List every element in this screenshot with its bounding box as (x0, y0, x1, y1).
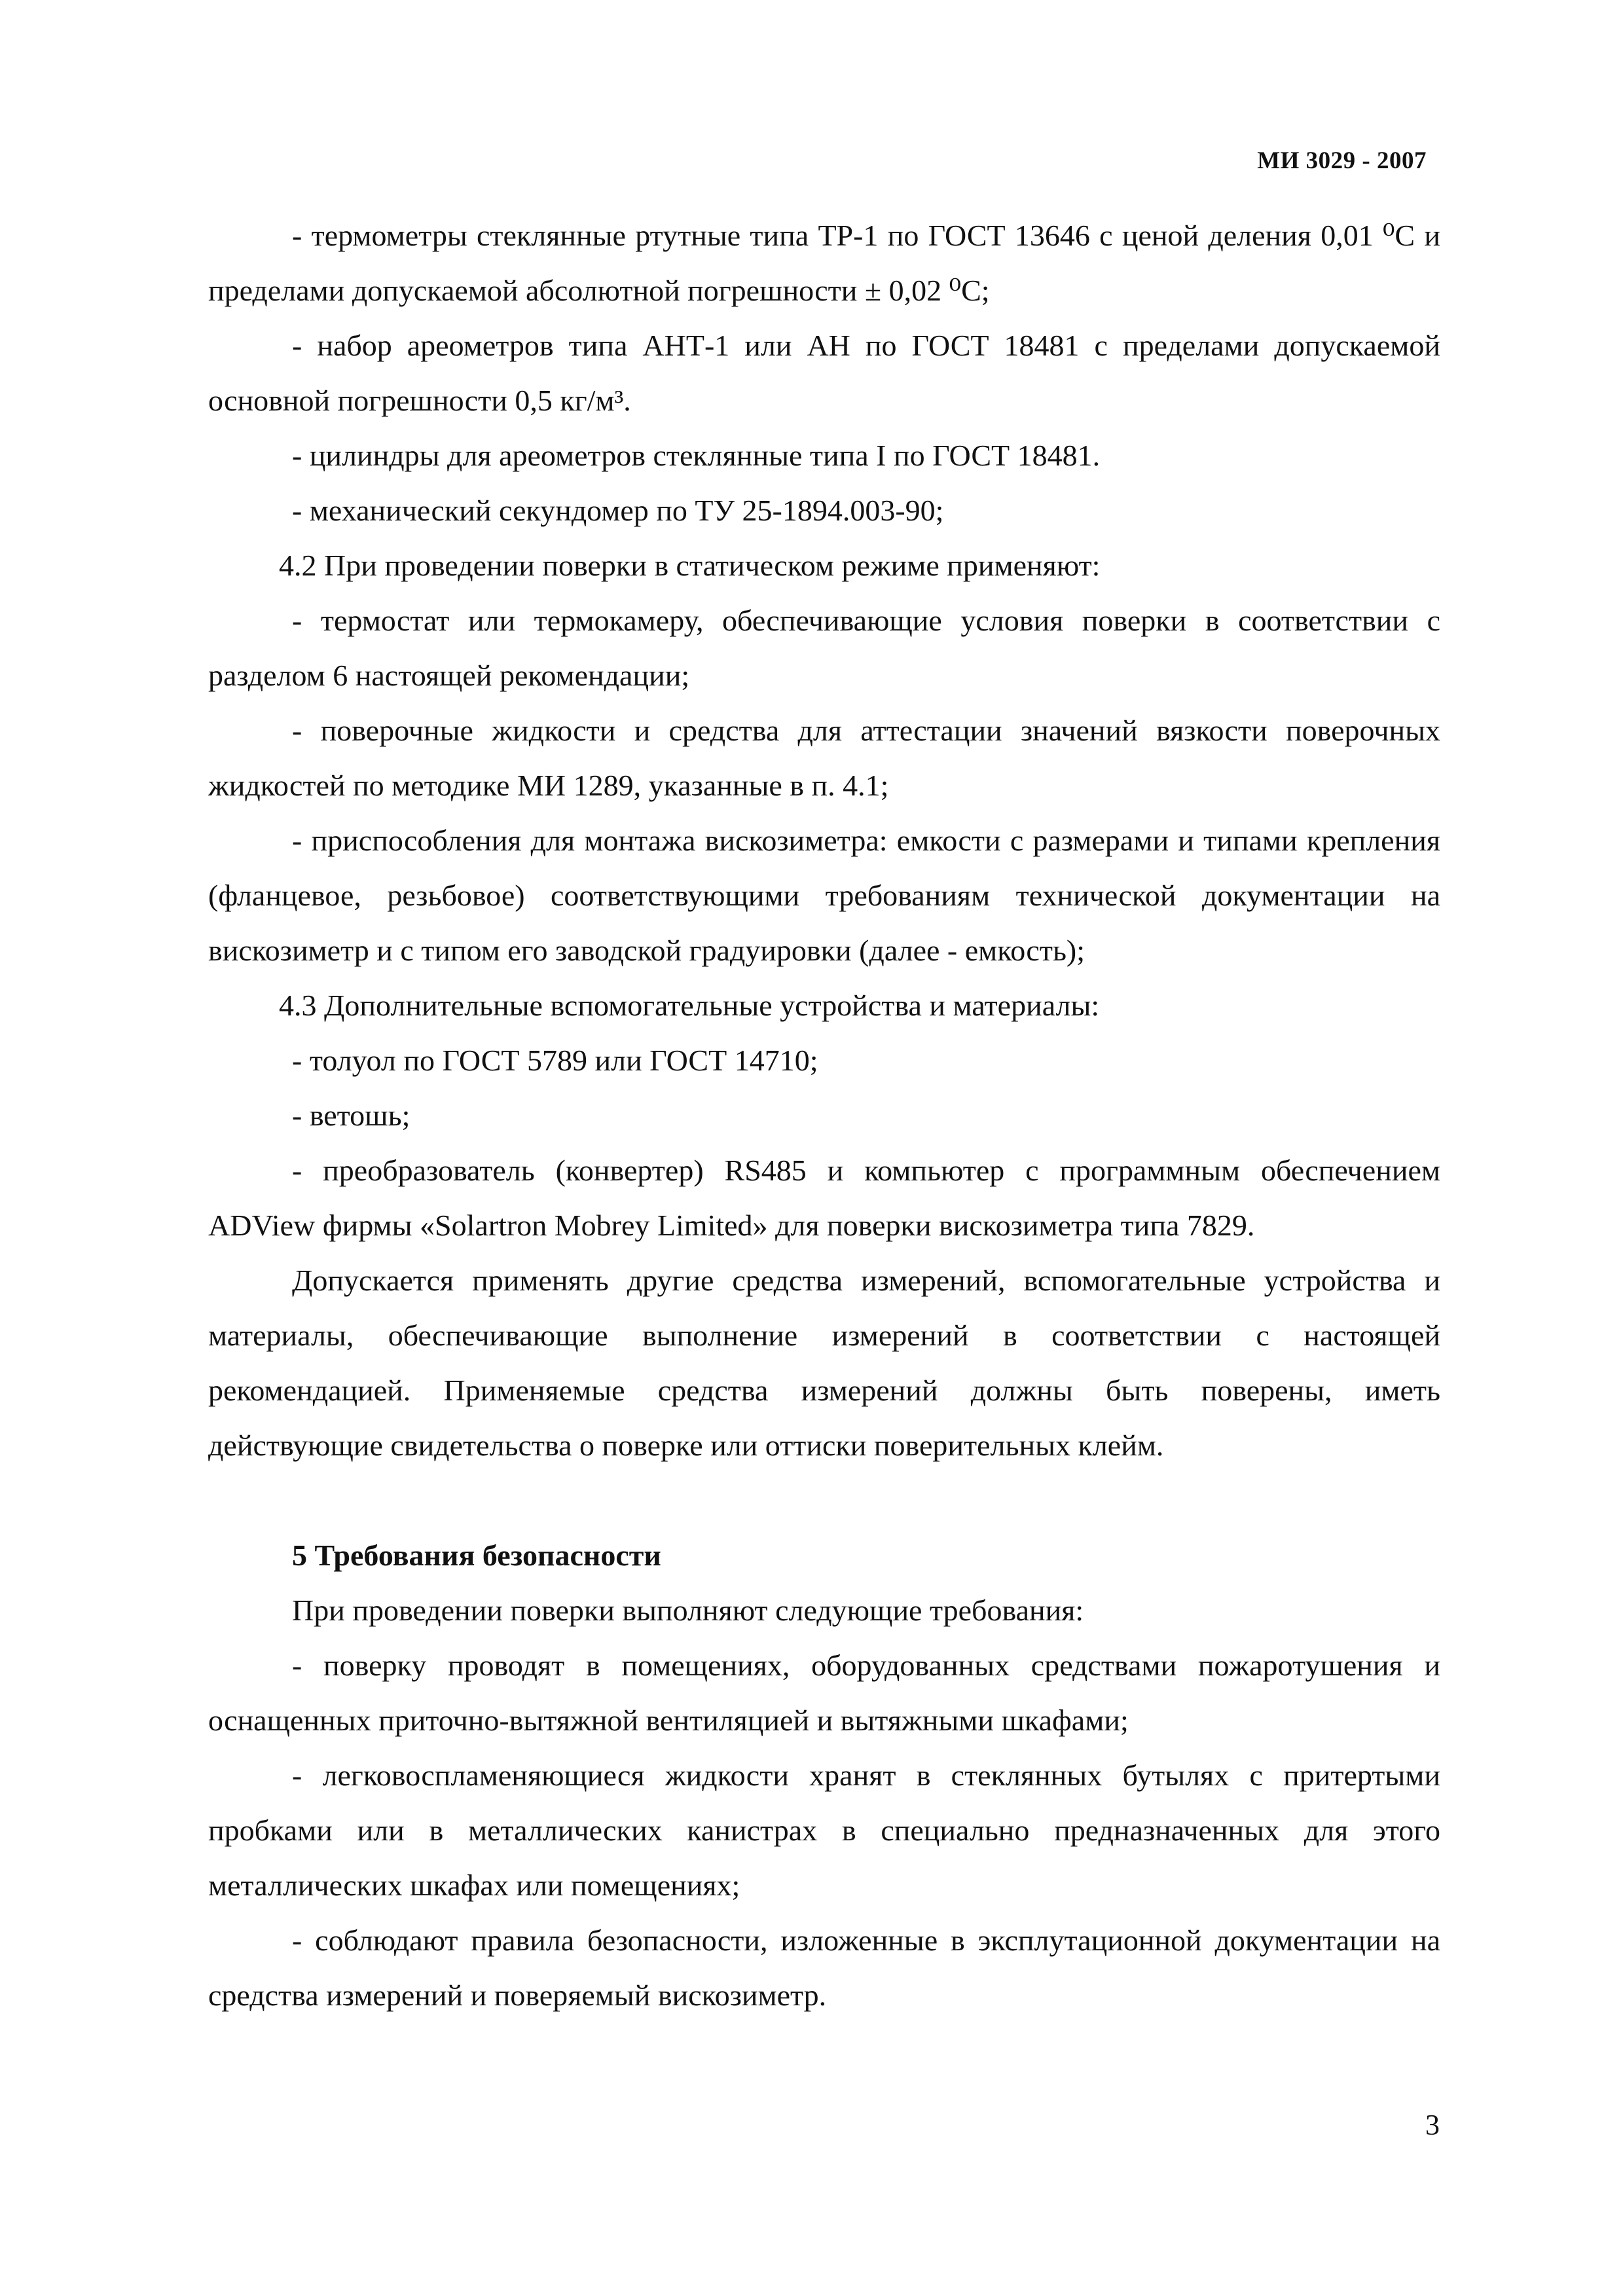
paragraph-converter: - преобразователь (конвертер) RS485 и компьютер с программным обеспечением ADView фирмы «Solartron Mobrey Limited» для поверки вискозиметра типа 7829. (208, 1154, 1440, 1242)
document-body (208, 208, 1440, 2023)
document-code: МИ 3029 - 2007 (1257, 147, 1427, 174)
paragraph-thermostat: - термостат или термокамеру, обеспечивающие условия поверки в соответствии с разделом 6 настоящей рекомендации; (208, 604, 1440, 692)
section-5-rooms: - поверку проводят в помещениях, оборудованных средствами пожаротушения и оснащенных приточно-вытяжной вентиляцией и вытяжными шкафами; (208, 1649, 1440, 1737)
paragraph-calibration-liquids: - поверочные жидкости и средства для аттестации значений вязкости поверочных жидкостей по методике МИ 1289, указанные в п. 4.1; (208, 714, 1440, 802)
paragraph-stopwatch: - механический секундомер по ТУ 25-1894.003-90; (292, 494, 944, 527)
paragraph-mounting-fixtures: - приспособления для монтажа вискозиметра: емкости с размерами и типами крепления (фланцевое, резьбовое) соответствующими требованиям технической документации на вискозиметр и с типом его заводской градуировки (далее - емкость); (208, 824, 1440, 967)
paragraph-thermometers: - термометры стеклянные ртутные типа ТР-1 по ГОСТ 13646 с ценой деления 0,01 ⁰С и пределами допускаемой абсолютной погрешности ± 0,02 ⁰С; (208, 219, 1440, 307)
paragraph-rags: - ветошь; (292, 1099, 410, 1132)
section-5-heading: 5 Требования безопасности (292, 1539, 661, 1572)
paragraph-4-2: 4.2 При проведении поверки в статическом режиме применяют: (279, 549, 1101, 582)
section-5-flammable-liquids: - легковоспламеняющиеся жидкости хранят в стеклянных бутылях с притертыми пробками или в металлических канистрах в специально предназначенных для этого металлических шкафах или помещениях; (208, 1758, 1440, 1902)
paragraph-areometers: - набор ареометров типа АНТ-1 или АН по ГОСТ 18481 с пределами допускаемой основной погрешности 0,5 кг/м³. (208, 329, 1440, 417)
paragraph-4-3: 4.3 Дополнительные вспомогательные устройства и материалы: (279, 989, 1100, 1022)
section-5-safety-rules: - соблюдают правила безопасности, изложенные в эксплутационной документации на средства измерений и поверяемый вискозиметр. (208, 1923, 1440, 2012)
paragraph-cylinders: - цилиндры для ареометров стеклянные типа I по ГОСТ 18481. (292, 439, 1101, 472)
paragraph-toluene: - толуол по ГОСТ 5789 или ГОСТ 14710; (292, 1044, 818, 1077)
page-number: 3 (1425, 2109, 1440, 2141)
paragraph-allowed-alternatives: Допускается применять другие средства измерений, вспомогательные устройства и материалы, обеспечивающие выполнение измерений в соответствии с настоящей рекомендацией. Применяемые средства измерений должны быть поверены, иметь действующие свидетельства о поверке или оттиски поверительных клейм. (208, 1264, 1440, 1462)
section-5-intro: При проведении поверки выполняют следующие требования: (292, 1594, 1084, 1627)
